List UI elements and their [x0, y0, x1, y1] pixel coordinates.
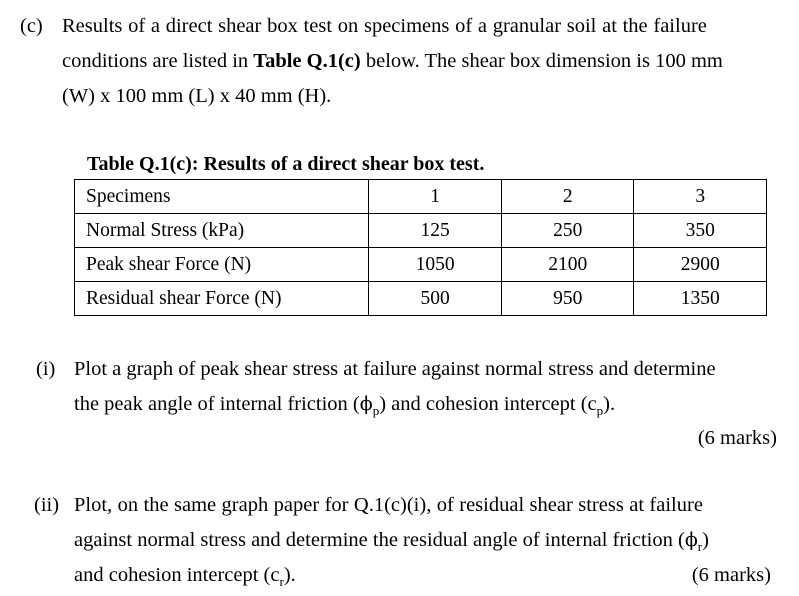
table-cell: 2100: [501, 248, 634, 282]
row-label-normal-stress: Normal Stress (kPa): [75, 214, 369, 248]
part-i-line-1: Plot a graph of peak shear stress at failure against normal stress and determine: [74, 358, 716, 380]
table-cell: 350: [634, 214, 767, 248]
row-label-peak-shear-force: Peak shear Force (N): [75, 248, 369, 282]
part-i-line-2-end: ).: [603, 393, 616, 415]
part-i-line-2-start: the peak angle of internal friction (: [74, 393, 360, 415]
part-ii-line-2-end: ): [702, 529, 709, 551]
phi-subscript-p: p: [372, 403, 380, 419]
table-row: [75, 282, 767, 316]
table-row: [75, 214, 767, 248]
part-ii-line-3-end: ).: [283, 564, 296, 586]
table-header-specimen-3: 3: [634, 180, 767, 214]
c-subscript-p: p: [596, 403, 604, 419]
part-ii-marks: (6 marks): [691, 564, 771, 586]
table-header-specimen-2: 2: [501, 180, 634, 214]
table-cell: 500: [369, 282, 502, 316]
table-row: [75, 248, 767, 282]
part-c-marker: (c): [20, 15, 43, 37]
phi-symbol: ϕ: [684, 529, 698, 551]
part-ii-line-2-start: against normal stress and determine the residual angle of internal friction (: [74, 529, 685, 551]
part-ii-line-3: [74, 564, 296, 590]
part-i-marks: (6 marks): [697, 427, 777, 449]
part-i-marker: (i): [36, 358, 56, 380]
part-i-line-2-mid: ) and cohesion intercept (c: [379, 393, 597, 415]
table-cell: 1350: [634, 282, 767, 316]
table-reference: Table Q.1(c): [253, 50, 361, 72]
table-cell: 950: [501, 282, 634, 316]
c-subscript-r: r: [279, 574, 284, 590]
results-table: [74, 179, 767, 316]
table-header-specimens: Specimens: [75, 180, 369, 214]
table-header-specimen-1: 1: [369, 180, 502, 214]
table-cell: 125: [369, 214, 502, 248]
part-ii-marker: (ii): [34, 494, 60, 516]
part-ii-line-1: Plot, on the same graph paper for Q.1(c)(i), of residual shear stress at failure: [74, 494, 703, 516]
part-c-line-2: [62, 51, 723, 72]
part-ii-line-2: [74, 529, 709, 555]
part-c-line-1: Results of a direct shear box test on specimens of a granular soil at the failure: [62, 15, 707, 37]
table-header-row: [75, 180, 767, 214]
part-c-line-2-start: conditions are listed in: [62, 50, 254, 72]
table-cell: 250: [501, 214, 634, 248]
phi-symbol: ϕ: [359, 393, 373, 415]
part-c-line-3: (W) x 100 mm (L) x 40 mm (H).: [62, 85, 332, 107]
row-label-residual-shear-force: Residual shear Force (N): [75, 282, 369, 316]
table-caption: Table Q.1(c): Results of a direct shear box test.: [87, 153, 485, 175]
phi-subscript-r: r: [697, 539, 703, 555]
part-ii-line-3-start: and cohesion intercept (c: [74, 564, 280, 586]
part-c-line-2-end: below. The shear box dimension is 100 mm: [360, 50, 723, 72]
table-cell: 1050: [369, 248, 502, 282]
table-cell: 2900: [634, 248, 767, 282]
part-i-line-2: [74, 393, 616, 419]
